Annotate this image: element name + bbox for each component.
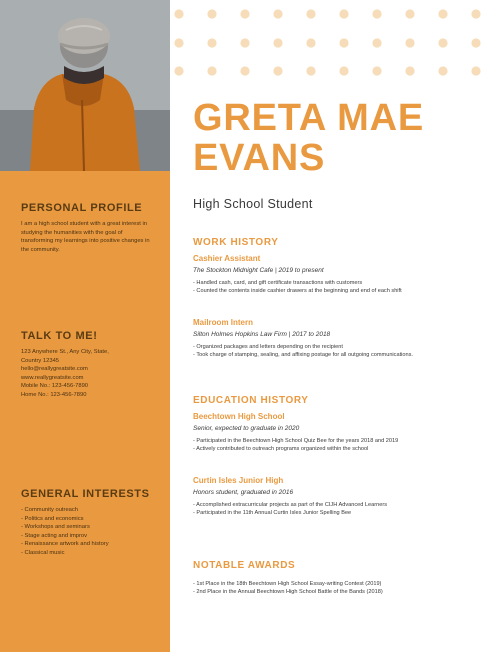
interest-item: - Classical music [21,549,65,556]
awards-list [193,580,483,597]
contact-website: www.reallygreatsite.com [21,374,84,381]
job-employer: The Stockton Midnight Cafe | 2019 to present [193,267,324,274]
school-detail: - Participated in the Beechtown High School Quiz Bee for the years 2018 and 2019 [193,438,399,444]
personal-profile-heading: PERSONAL PROFILE [21,202,143,214]
job-duties [193,343,483,360]
personal-profile-text: I am a high school student with a great interest in studying the humanities with the goal of transforming my learnings into positive changes in the community. [21,221,150,253]
education-section [193,395,483,454]
contact-mobile: Mobile No.: 123-456-7890 [21,383,89,390]
interest-item: - Community outreach [21,507,79,513]
contact-email: hello@reallygreatsite.com [21,366,88,373]
education-entry-2 [193,470,483,518]
last-name: EVANS [193,137,326,179]
job-duty: - Organized packages and letters depending on the recipient [193,344,343,350]
school-detail: - Accomplished extracurricular projects as part of the CIJH Advanced Learners [193,502,388,508]
interests-list [21,506,156,558]
contact-home: Home No.: 123-456-7890 [21,391,87,398]
work-history-entry-2 [193,312,483,360]
interests-heading: GENERAL INTERESTS [21,488,150,500]
work-history-heading: WORK HISTORY [193,237,279,248]
job-role: High School Student [193,197,313,211]
school-detail: - Participated in the 11th Annual Curtin Isles Junior Spelling Bee [193,510,352,517]
dot-pattern-decoration [172,8,500,76]
school-status: Senior, expected to graduate in 2020 [193,425,300,432]
personal-profile-section [21,202,156,254]
school-detail: - Actively contributed to outreach programs organized within the school [193,446,369,453]
work-history-section [193,237,483,296]
interests-section [21,488,156,558]
education-heading: EDUCATION HISTORY [193,395,309,406]
job-employer: Silton Holmes Hopkins Law Firm | 2017 to 2018 [193,331,331,338]
contact-heading: TALK TO ME! [21,330,98,342]
interest-item: - Stage acting and improv [21,532,88,539]
job-title: Cashier Assistant [193,254,261,263]
interest-item: - Renaissance artwork and history [21,541,109,548]
school-details [193,501,483,518]
contact-address-line2: Country 12345 [21,357,60,364]
award-item: - 1st Place in the 18th Beechtown High School Essay-writing Contest (2019) [193,581,382,587]
job-duties [193,279,483,296]
first-names: GRETA MAE [193,97,424,139]
school-name: Curtin Isles Junior High [193,476,284,485]
school-details [193,437,483,454]
school-status: Honors student, graduated in 2016 [193,489,294,496]
profile-photo [0,0,170,171]
award-item: - 2nd Place in the Annual Beechtown High School Battle of the Bands (2018) [193,589,383,596]
contact-address-line1: 123 Anywhere St., Any City, State, [21,349,109,355]
job-title: Mailroom Intern [193,318,254,327]
full-name [193,98,424,178]
contact-section [21,330,156,400]
job-duty: - Handled cash, card, and gift certificate transactions with customers [193,280,363,286]
awards-section [193,560,483,597]
awards-heading: NOTABLE AWARDS [193,560,296,571]
job-duty: - Counted the contents inside cashier drawers at the beginning and end of each shift [193,288,402,295]
interest-item: - Workshops and seminars [21,524,90,531]
school-name: Beechtown High School [193,412,285,421]
interest-item: - Politics and economics [21,515,84,522]
job-duty: - Took charge of stamping, sealing, and affixing postage for all outgoing communications. [193,352,413,359]
